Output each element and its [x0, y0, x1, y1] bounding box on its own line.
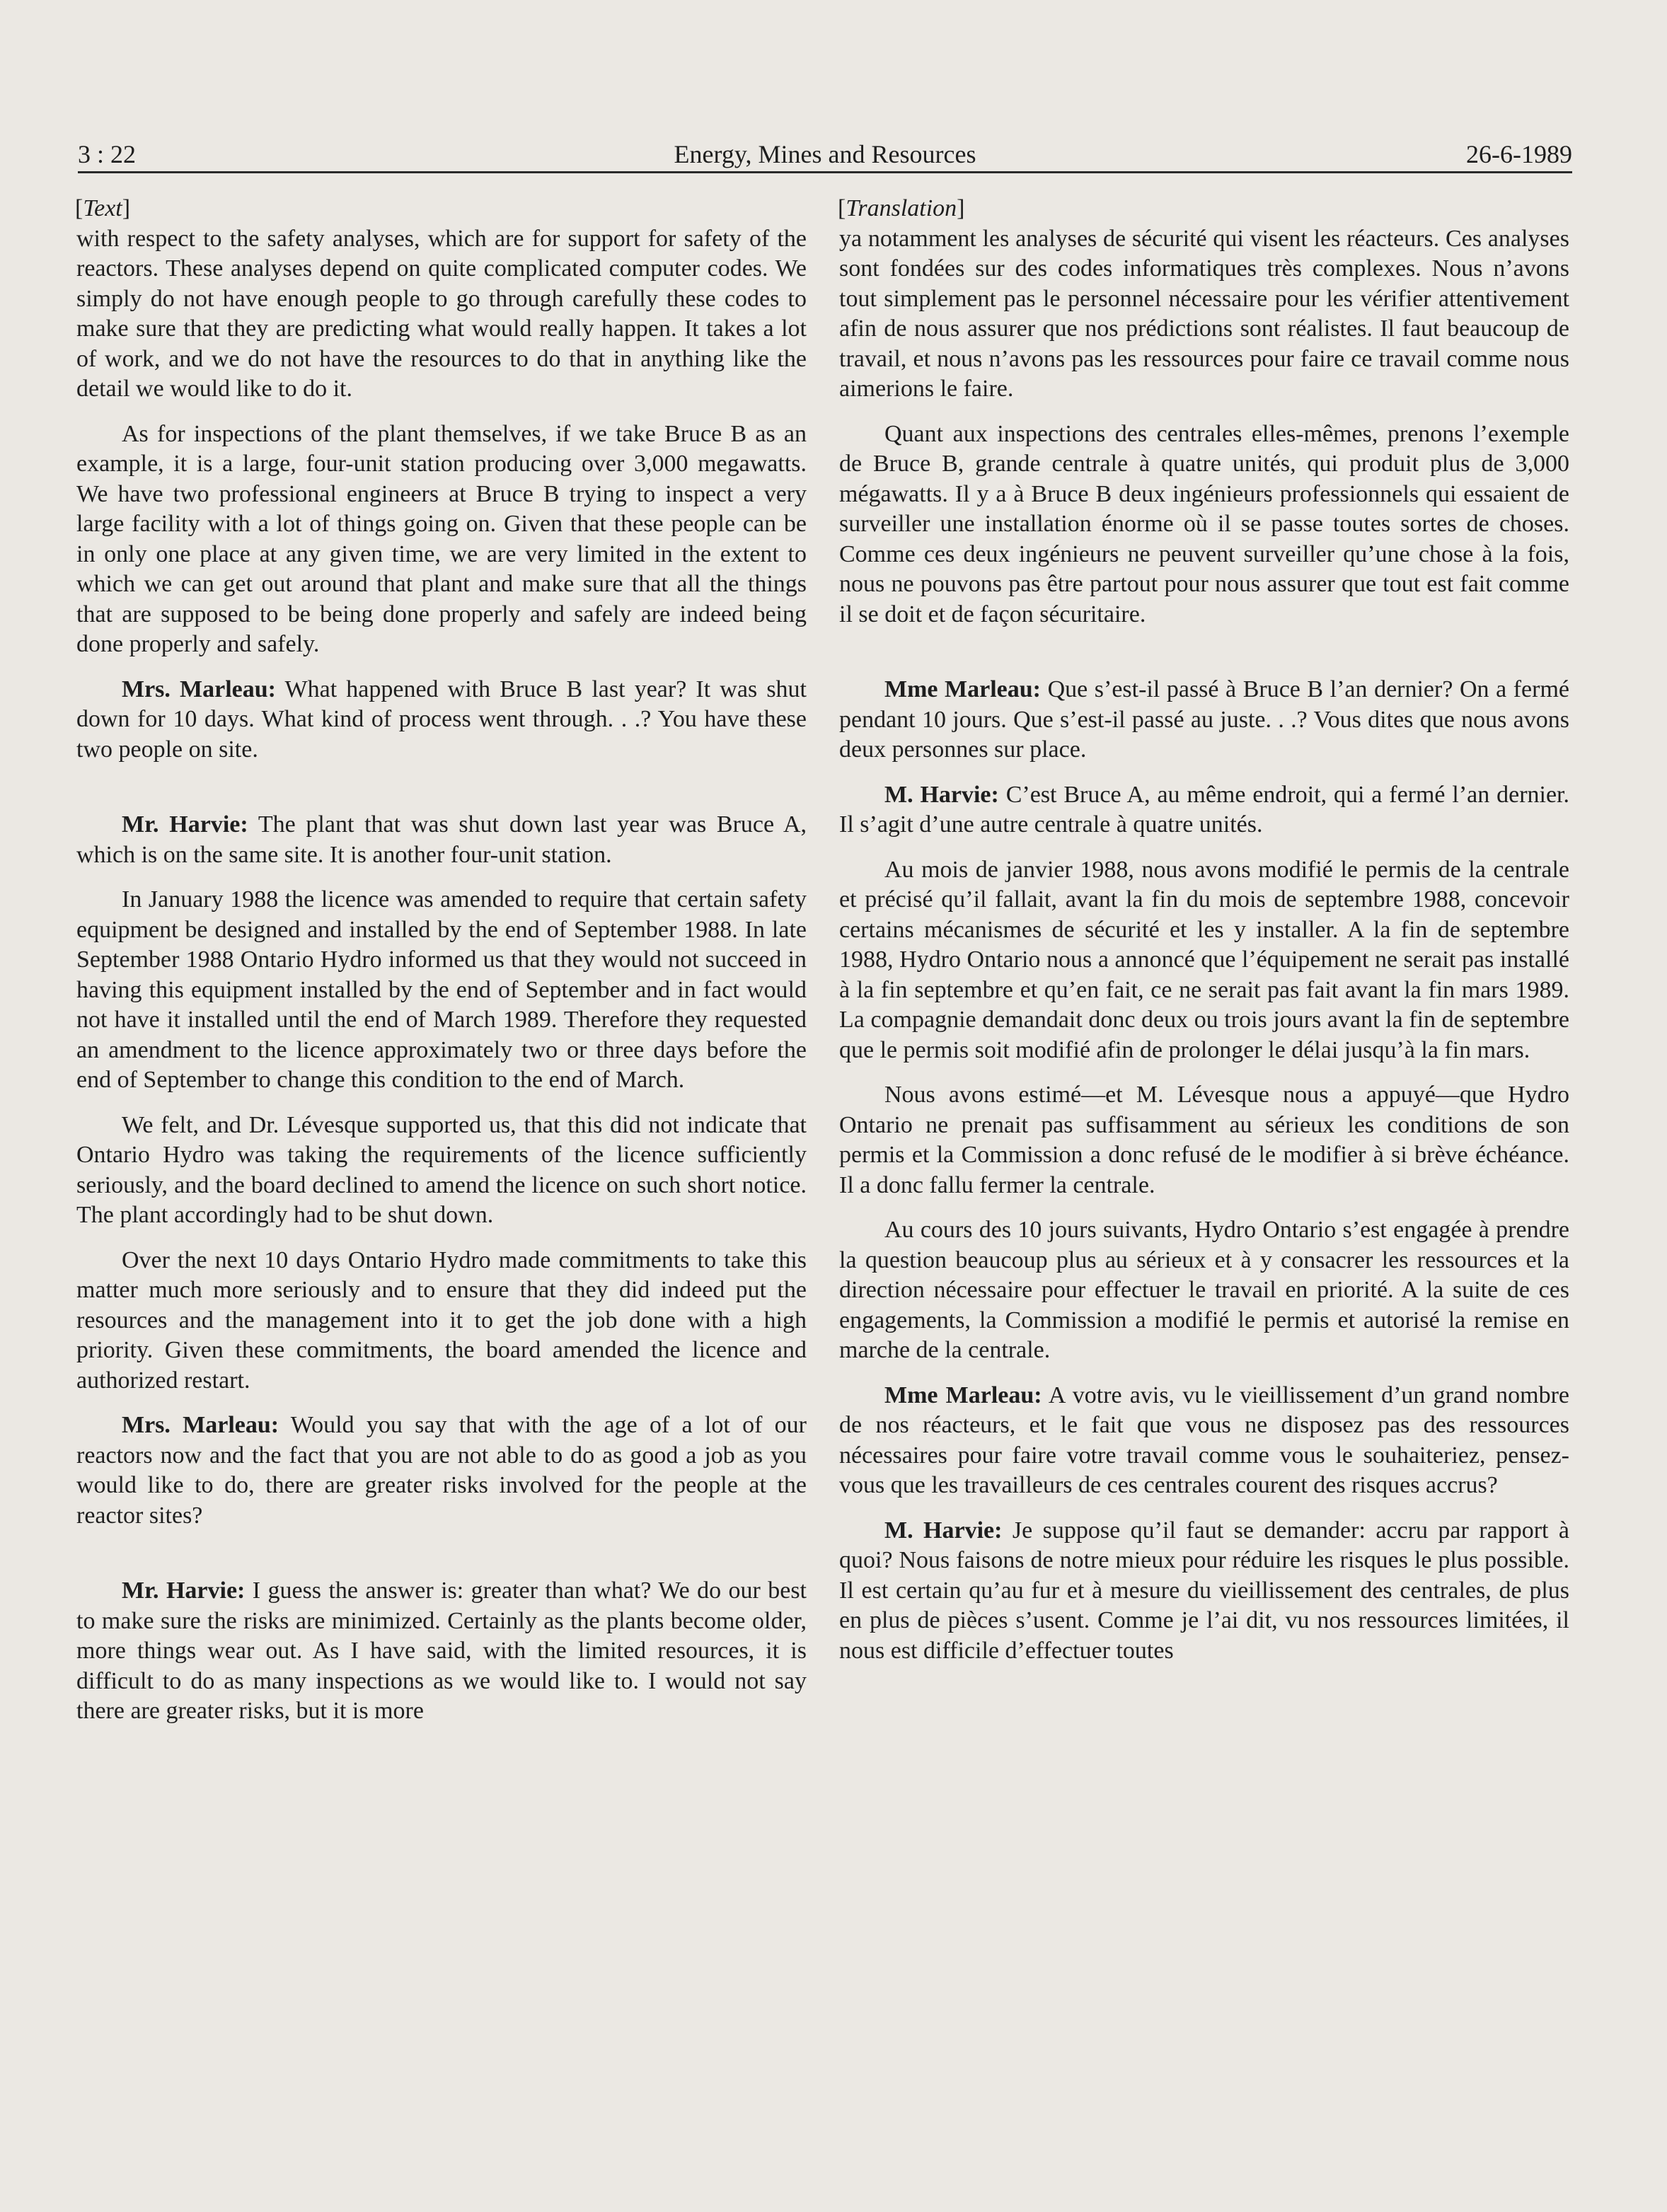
page-header	[78, 136, 1572, 173]
paragraph: Au cours des 10 jours suivants, Hydro Ontario s’est engagée à prendre la question beaucoup plus au sérieux et à y consacrer les ressources et la direction nécessaire pour effectuer le travail en priorité. A la suite de ces engagements, la Commission a modifié le permis et autorisé la remise en marche de la centrale.	[839, 1217, 1569, 1363]
speaker-paragraph: M. Harvie: Je suppose qu’il faut se demander: accru par rapport à quoi? Nous faisons de notre mieux pour réduire les risques le plus possible. Il est certain qu’au fur et à mesure du vieillissement des centrales, de plus en plus de pièces s’usent. Comme je l’ai dit, vu nos ressources limitées, il nous est difficile d’effectuer toutes	[839, 1517, 1569, 1664]
speaker-name: Mr. Harvie:	[122, 811, 248, 838]
speaker-name: Mme Marleau:	[884, 676, 1042, 702]
speaker-paragraph: Mme Marleau: A votre avis, vu le vieillissement d’un grand nombre de nos réacteurs, et le fait que vous ne disposez pas des ressources nécessaires pour faire votre travail comme vous le souhaiteriez, pensez-vous que les travailleurs de ces centrales courent des risques accrus?	[839, 1382, 1570, 1498]
sitting-date: 26-6-1989	[1466, 140, 1572, 168]
paragraph: Over the next 10 days Ontario Hydro made commitments to take this matter much more seriously and to ensure that they did indeed put the resources and the management into it to get the job done with a high priority. Given these commitments, the board amended the licence and authorized restart.	[76, 1246, 807, 1394]
paragraph: We felt, and Dr. Lévesque supported us, that this did not indicate that Ontario Hydro was taking the requirements of the licence sufficiently seriously, and the board declined to amend the licence on such short notice. The plant accordingly had to be shut down.	[76, 1111, 807, 1228]
paragraph: Nous avons estimé—et M. Lévesque nous a appuyé—que Hydro Ontario ne prenait pas suffisamment au sérieux les conditions de son permis et la Commission a donc refusé de le modifier à si brève échéance. Il a donc fallu fermer la centrale.	[839, 1082, 1569, 1198]
speaker-paragraph: Mr. Harvie: I guess the answer is: greater than what? We do our best to make sure the risks are minimized. Certainly as the plants become older, more things wear out. As I have said, with the limited resources, it is difficult to do as many inspections as we would like to. I would not say there are greater risks, but it is more	[76, 1577, 807, 1724]
speaker-paragraph: Mr. Harvie: The plant that was shut down last year was Bruce A, which is on the same site. It is another four-unit station.	[76, 811, 807, 868]
speaker-name: Mrs. Marleau:	[122, 1412, 279, 1438]
paragraph: Quant aux inspections des centrales elles-mêmes, prenons l’exemple de Bruce B, grande centrale à quatre unités, qui produit plus de 3,000 mégawatts. Il y a à Bruce B deux ingénieurs professionnels qui essaient de surveiller une installation énorme où il se passe toutes sortes de choses. Comme ces deux ingénieurs ne peuvent surveiller qu’une chose à la fois, nous ne pouvons pas être partout pour nous assurer que tout est fait comme il se doit et de façon sécuritaire.	[839, 420, 1569, 627]
paragraph: ya notamment les analyses de sécurité qui visent les réacteurs. Ces analyses sont fondées sur des codes informatiques très complexes. Nous n’avons tout simplement pas le personnel nécessaire pour les vérifier attentivement afin de nous assurer que nos prédictions sont réalistes. Il faut beaucoup de travail, et nous n’avons pas les ressources pour faire ce travail comme nous aimerions le faire.	[839, 225, 1569, 402]
english-text-column	[76, 194, 807, 1727]
speaker-name: Mrs. Marleau:	[122, 676, 276, 702]
paragraph: with respect to the safety analyses, which are for support for safety of the reactors. These analyses depend on quite complicated computer codes. We simply do not have enough people to go through carefully these codes to make sure that they are predicting what would really happen. It takes a lot of work, and we do not have the resources to do that in anything like the detail we would like to do it.	[76, 225, 807, 402]
paragraph: Au mois de janvier 1988, nous avons modifié le permis de la centrale et précisé qu’il fallait, avant la fin du mois de septembre 1988, concevoir certains mécanismes de sécurité et les y installer. A la fin de septembre 1988, Hydro Ontario nous a annoncé que l’équipement ne serait pas installé à la fin septembre et qu’en fait, ce ne serait pas fait avant la fin mars 1989. La compagnie demandait donc deux ou trois jours avant la fin de septembre que le permis soit modifié afin de prolonger le délai jusqu’à la fin mars.	[839, 856, 1569, 1063]
paragraph: In January 1988 the licence was amended to require that certain safety equipment be designed and installed by the end of September 1988. In late September 1988 Ontario Hydro informed us that they would not succeed in having this equipment installed by the end of September and in fact would not have it installed until the end of March 1989. Therefore they requested an amendment to the licence approximately two or three days before the end of September to change this condition to the end of March.	[76, 886, 807, 1093]
french-translation-column	[839, 194, 1569, 1666]
speaker-paragraph: Mrs. Marleau: Would you say that with the age of a lot of our reactors now and the fact that you are not able to do as good a job as you would like to do, there are greater risks involved for the people at the reactor sites?	[76, 1412, 807, 1529]
speaker-name: M. Harvie:	[884, 781, 999, 808]
page-number: 3 : 22	[78, 140, 137, 168]
column-label-translation: [Translation]	[838, 195, 965, 221]
speaker-name: Mr. Harvie:	[122, 1577, 246, 1604]
speaker-name: Mme Marleau:	[884, 1382, 1042, 1408]
speaker-paragraph: Mme Marleau: Que s’est-il passé à Bruce B l’an dernier? On a fermé pendant 10 jours. Que s’est-il passé au juste. . .? Vous dites que nous avons deux personnes sur place.	[839, 676, 1570, 763]
committee-title: Energy, Mines and Resources	[674, 140, 976, 168]
speaker-name: M. Harvie:	[884, 1517, 1003, 1544]
column-label-text: [Text]	[75, 195, 131, 221]
speaker-paragraph: Mrs. Marleau: What happened with Bruce B last year? It was shut down for 10 days. What kind of process went through. . .? You have these two people on site.	[76, 676, 807, 763]
paragraph: As for inspections of the plant themselves, if we take Bruce B as an example, it is a large, four-unit station producing over 3,000 megawatts. We have two professional engineers at Bruce B trying to inspect a very large facility with a lot of things going on. Given that these people can be in only one place at any given time, we are very limited in the extent to which we can get out around that plant and make sure that all the things that are supposed to be being done properly and safely are indeed being done properly and safely.	[76, 420, 807, 657]
header-rule	[78, 171, 1572, 173]
speaker-paragraph: M. Harvie: C’est Bruce A, au même endroit, qui a fermé l’an dernier. Il s’agit d’une autre centrale à quatre unités.	[839, 781, 1570, 838]
